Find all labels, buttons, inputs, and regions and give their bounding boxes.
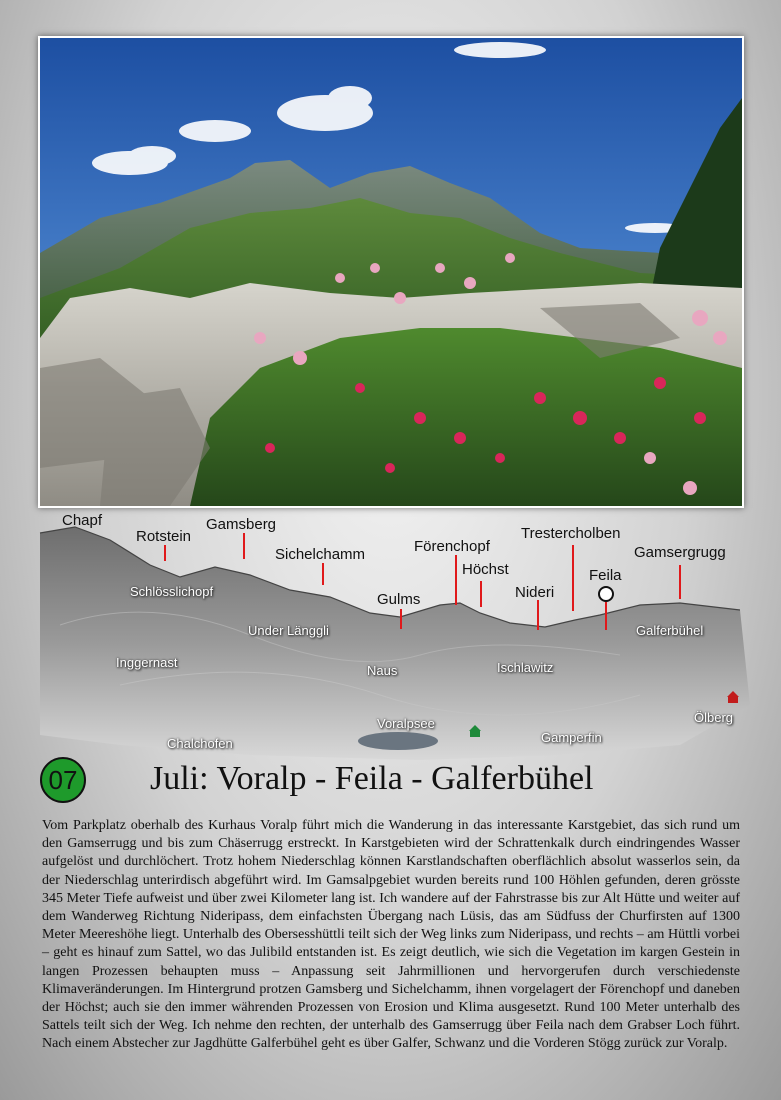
place-label: Chalchofen [167,736,233,751]
peak-label: Rotstein [136,528,192,545]
tick-sichelchamm [322,563,324,585]
tick-gamsberg [243,533,245,559]
peak-label: Gulms [377,591,421,608]
peak-label: Höchst [462,561,509,578]
tick-rotstein [164,545,166,561]
tick-nideri [537,600,539,630]
place-label: Ölberg [694,710,734,725]
peak-label: Förenchopf [414,538,490,555]
place-label: Schlösslichopf [130,584,214,599]
tick-trestercholben [572,545,574,611]
tick-hoechst [480,581,482,607]
place-label: Voralpsee [377,716,435,731]
tick-gamserrugg [679,565,681,599]
peak-label: Trestercholben [521,525,621,542]
mountain-photo-illustration [40,38,742,506]
peak-label: Chapf [62,512,103,529]
tick-foerenchopf [455,555,457,605]
page-title: Juli: Voralp - Feila - Galferbühel [150,760,594,797]
tick-feila [605,602,607,630]
month-number-badge: 07 [40,757,86,803]
place-label: Naus [367,663,398,678]
feila-marker-icon [599,587,613,601]
mountain-photo [38,36,744,508]
place-label: Ischlawitz [497,660,554,675]
place-label: Gamperfin [541,730,602,745]
place-label: Galferbühel [636,623,704,638]
panorama-relief [0,505,781,765]
place-label: Inggernast [116,655,178,670]
peak-label: Gamsergrugg [634,544,726,561]
place-label: Under Länggli [248,623,329,638]
description-text: Vom Parkplatz oberhalb des Kurhaus Voralp führt mich die Wanderung in das interessante Karstgebiet, das sich rund um den Gamserrugg und bis zum Chäserrugg erstreckt. In Karstgebieten wird der Schrattenkalk durch eindringendes Wasser aufgelöst und durchlöchert. Trotz hohem Niederschlag können Karstlandschaften oberflächlich absolut wasserlos sein, da der Niederschlag unterirdisch abgeführt wird. Im Gamsalpgebiet wurden bereits rund 100 Höhlen gefunden, deren grösste 345 Meter Tiefe aufweist und über zwei Kilometer lang ist. Ich wandere auf der Fahrstrasse bis zur Alt Hütte und weiter auf dem Wanderweg Richtung Nideripass, dem einfachsten Übergang nach Lüsis, das am Südfuss der Churfirsten auf 1300 Meter Meereshöhe liegt. Unterhalb des Obersesshüttli teilt sich der Weg links zum Nideripass, und rechts – am Hüttli vorbei – geht es hinauf zum Sattel, wo das Julibild entstanden ist. Es zeigt deutlich, wie sich die Vegetation im kargen Gestein in langen Prozessen behaupten muss – Anpassung seit Jahrmillionen und hervorgerufen durch verschiedenste Klimaveränderungen. Im Hintergrund protzen Gamsberg und Sichelchamm, ihnen vorgelagert der Förenchopf und daneben der Höchst; auch sie den immer währenden Prozessen von Erosion und Klima ausgesetzt. Rund 100 Meter unterhalb des Sattels teilt sich der Weg. Ich nehme den rechten, der unterhalb des Gamserrugg über Feila nach dem Grabser Loch führt. Nach einem Abstecher zur Jagdhütte Galferbühel geht es über Galfer, Schwanz und die Vorderen Stögg zurück zur Voralp. [42,818,740,1052]
peak-label: Gamsberg [206,516,277,533]
peak-label: Sichelchamm [275,546,366,563]
peak-label: Nideri [515,584,555,601]
peak-label: Feila [589,567,622,584]
tick-gulms [400,609,402,629]
